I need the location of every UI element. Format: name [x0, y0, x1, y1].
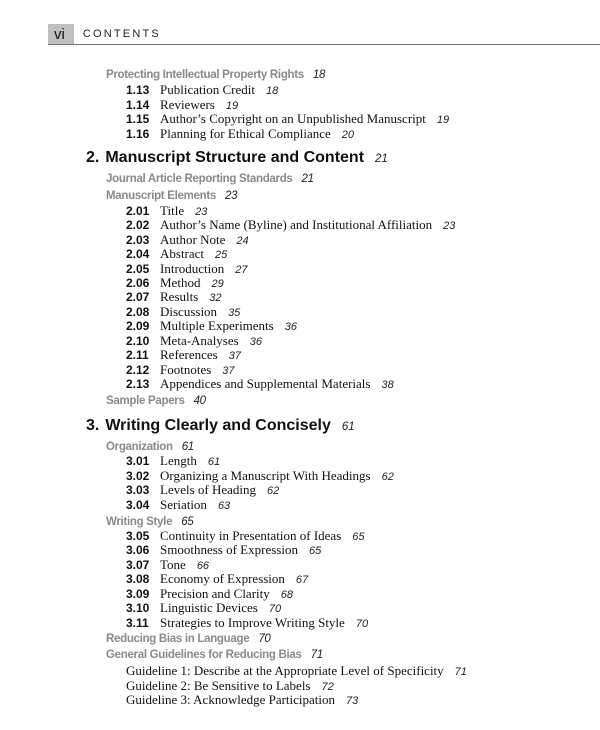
section-number: 2.09	[126, 319, 150, 333]
section-number: 3.06	[126, 543, 150, 557]
page-ref: 35	[228, 307, 241, 319]
section-number: 2.07	[126, 290, 150, 304]
toc-entry[interactable]	[126, 453, 220, 468]
page-ref: 36	[284, 321, 297, 333]
toc-guideline[interactable]	[126, 692, 358, 707]
section-title: Appendices and Supplemental Materials	[160, 376, 371, 391]
section-title: Smoothness of Expression	[160, 542, 298, 557]
subheading-label: Writing Style	[106, 516, 173, 528]
section-number: 1.14	[126, 98, 150, 112]
section-number: 2.01	[126, 204, 150, 218]
page-ref: 73	[346, 695, 359, 707]
section-title: Organizing a Manuscript With Headings	[160, 468, 371, 483]
page-ref: 40	[193, 395, 206, 407]
section-title: Meta-Analyses	[160, 333, 239, 348]
section-title: Publication Credit	[160, 82, 255, 97]
page-ref: 25	[215, 249, 228, 261]
page-ref: 65	[352, 531, 365, 543]
page-ref: 62	[267, 485, 280, 497]
subheading-label: Organization	[106, 441, 173, 453]
toc-entry[interactable]	[126, 528, 365, 543]
page-number: vi	[48, 24, 74, 45]
page-ref: 70	[355, 618, 369, 630]
toc-entry[interactable]	[126, 111, 449, 126]
toc-entry[interactable]	[126, 318, 297, 333]
section-number: 3.10	[126, 601, 150, 615]
toc-entry[interactable]	[126, 482, 279, 497]
guideline-title: Guideline 1: Describe at the Appropriate Level of Specificity	[126, 663, 444, 678]
page-ref: 27	[235, 264, 248, 276]
section-title: Reviewers	[160, 97, 215, 112]
section-title: Abstract	[160, 246, 205, 261]
page-ref: 71	[310, 649, 323, 661]
page-ref: 19	[225, 100, 239, 112]
running-head: CONTENTS	[82, 28, 161, 40]
toc-entry[interactable]	[126, 347, 241, 362]
toc-guideline[interactable]	[126, 678, 334, 693]
page-ref: 65	[308, 545, 322, 557]
page-ref: 18	[312, 69, 326, 81]
section-number: 2.06	[126, 276, 150, 290]
toc-subheading[interactable]	[106, 68, 325, 82]
page-ref: 36	[249, 336, 262, 348]
section-number: 2.02	[126, 218, 150, 232]
toc-entry[interactable]	[126, 600, 281, 615]
section-number: 2.13	[126, 377, 150, 391]
page-ref: 61	[181, 441, 194, 453]
page-ref: 38	[381, 379, 394, 391]
toc-entry[interactable]	[126, 275, 224, 290]
toc-entry[interactable]	[126, 217, 455, 232]
page-ref: 23	[224, 190, 238, 202]
page-ref: 71	[454, 666, 467, 678]
section-number: 1.13	[126, 83, 150, 97]
page-ref: 70	[268, 603, 282, 615]
section-title: References	[160, 347, 218, 362]
section-title: Discussion	[160, 304, 218, 319]
chapter-title: Writing Clearly and Concisely	[105, 417, 331, 434]
chapter-number: 3.	[86, 417, 100, 434]
chapter-title: Manuscript Structure and Content	[105, 149, 365, 166]
toc-entry[interactable]	[126, 468, 394, 483]
toc-entry[interactable]	[126, 261, 248, 276]
page-ref: 67	[295, 574, 309, 586]
subheading-label: Manuscript Elements	[106, 190, 216, 202]
toc-entry[interactable]	[126, 97, 238, 112]
chapter-number: 2.	[86, 149, 100, 166]
subheading-label: Protecting Intellectual Property Rights	[106, 69, 304, 81]
chapter-heading[interactable]	[86, 416, 355, 436]
section-number: 2.12	[126, 363, 150, 377]
toc-entry[interactable]	[126, 126, 354, 141]
page-ref: 61	[341, 421, 355, 433]
toc-entry[interactable]	[126, 615, 368, 630]
toc-subheading[interactable]	[106, 394, 206, 408]
page-ref: 68	[280, 589, 294, 601]
page-ref: 21	[375, 153, 388, 165]
page-ref: 18	[265, 85, 279, 97]
guideline-title: Guideline 2: Be Sensitive to Labels	[126, 678, 311, 693]
page-ref: 20	[341, 129, 355, 141]
section-title: Seriation	[160, 497, 207, 512]
page-ref: 66	[196, 560, 210, 572]
section-title: Strategies to Improve Writing Style	[160, 615, 345, 630]
toc-entry[interactable]	[126, 557, 209, 572]
section-title: Author’s Copyright on an Unpublished Manuscript	[160, 111, 426, 126]
page-header	[48, 24, 161, 44]
toc-entry[interactable]	[126, 497, 230, 512]
page-ref: 37	[222, 365, 235, 377]
page-ref: 23	[443, 220, 456, 232]
section-number: 3.11	[126, 616, 149, 630]
page-ref: 72	[321, 681, 334, 693]
section-number: 2.10	[126, 334, 150, 348]
toc-entry[interactable]	[126, 542, 321, 557]
toc-entry[interactable]	[126, 333, 262, 348]
section-number: 2.11	[126, 348, 149, 362]
page-ref: 32	[209, 292, 222, 304]
header-rule	[48, 44, 600, 45]
toc-subheading[interactable]	[106, 515, 193, 529]
toc-entry[interactable]	[126, 362, 235, 377]
page-ref: 37	[228, 350, 241, 362]
section-title: Linguistic Devices	[160, 600, 258, 615]
subheading-label: Journal Article Reporting Standards	[106, 173, 293, 185]
section-number: 3.07	[126, 558, 150, 572]
subheading-label: Sample Papers	[106, 395, 185, 407]
section-title: Economy of Expression	[160, 571, 285, 586]
page-ref: 62	[381, 471, 394, 483]
section-number: 3.08	[126, 572, 150, 586]
toc-entry[interactable]	[126, 289, 222, 304]
toc-entry[interactable]	[126, 571, 308, 586]
section-number: 3.02	[126, 469, 150, 483]
section-number: 1.16	[126, 127, 150, 141]
section-number: 3.03	[126, 483, 150, 497]
section-title: Method	[160, 275, 201, 290]
section-number: 3.01	[126, 454, 150, 468]
toc-entry[interactable]	[126, 376, 394, 391]
section-number: 2.05	[126, 262, 150, 276]
section-number: 2.03	[126, 233, 150, 247]
page-ref: 29	[211, 278, 224, 290]
section-number: 2.04	[126, 247, 150, 261]
section-title: Continuity in Presentation of Ideas	[160, 528, 342, 543]
toc-entry[interactable]	[126, 246, 227, 261]
section-title: Footnotes	[160, 362, 212, 377]
page-ref: 19	[436, 114, 450, 126]
subheading-label: Reducing Bias in Language	[106, 633, 250, 645]
toc-entry[interactable]	[126, 232, 249, 247]
toc-guideline[interactable]	[126, 663, 467, 678]
guideline-title: Guideline 3: Acknowledge Participation	[126, 692, 336, 707]
toc-entry[interactable]	[126, 586, 293, 601]
chapter-heading[interactable]	[86, 148, 388, 168]
toc-subheading[interactable]	[106, 648, 323, 662]
section-title: Author Note	[160, 232, 226, 247]
section-title: Precision and Clarity	[160, 586, 270, 601]
toc-subheading[interactable]	[106, 440, 194, 454]
page-ref: 63	[217, 500, 231, 512]
section-title: Introduction	[160, 261, 225, 276]
page-ref: 23	[195, 206, 208, 218]
section-title: Planning for Ethical Compliance	[160, 126, 331, 141]
page-ref: 21	[301, 173, 314, 185]
page-ref: 24	[236, 235, 249, 247]
section-title: Multiple Experiments	[160, 318, 274, 333]
section-number: 2.08	[126, 305, 150, 319]
toc-entry[interactable]	[126, 304, 240, 319]
page-ref: 61	[207, 456, 221, 468]
subheading-label: General Guidelines for Reducing Bias	[106, 649, 302, 661]
toc-entry[interactable]	[126, 203, 207, 218]
toc-subheading[interactable]	[106, 189, 237, 203]
toc-entry[interactable]	[126, 82, 278, 97]
section-number: 1.15	[126, 112, 150, 126]
section-title: Results	[160, 289, 199, 304]
section-number: 3.09	[126, 587, 150, 601]
toc-subheading[interactable]	[106, 172, 314, 186]
section-title: Levels of Heading	[160, 482, 257, 497]
section-title: Author’s Name (Byline) and Institutional Affiliation	[160, 217, 433, 232]
section-number: 3.04	[126, 498, 150, 512]
section-title: Length	[160, 453, 197, 468]
section-number: 3.05	[126, 529, 150, 543]
page-ref: 65	[181, 516, 194, 528]
section-title: Tone	[160, 557, 186, 572]
toc-subheading[interactable]	[106, 632, 271, 646]
section-title: Title	[160, 203, 185, 218]
page-ref: 70	[258, 633, 271, 645]
